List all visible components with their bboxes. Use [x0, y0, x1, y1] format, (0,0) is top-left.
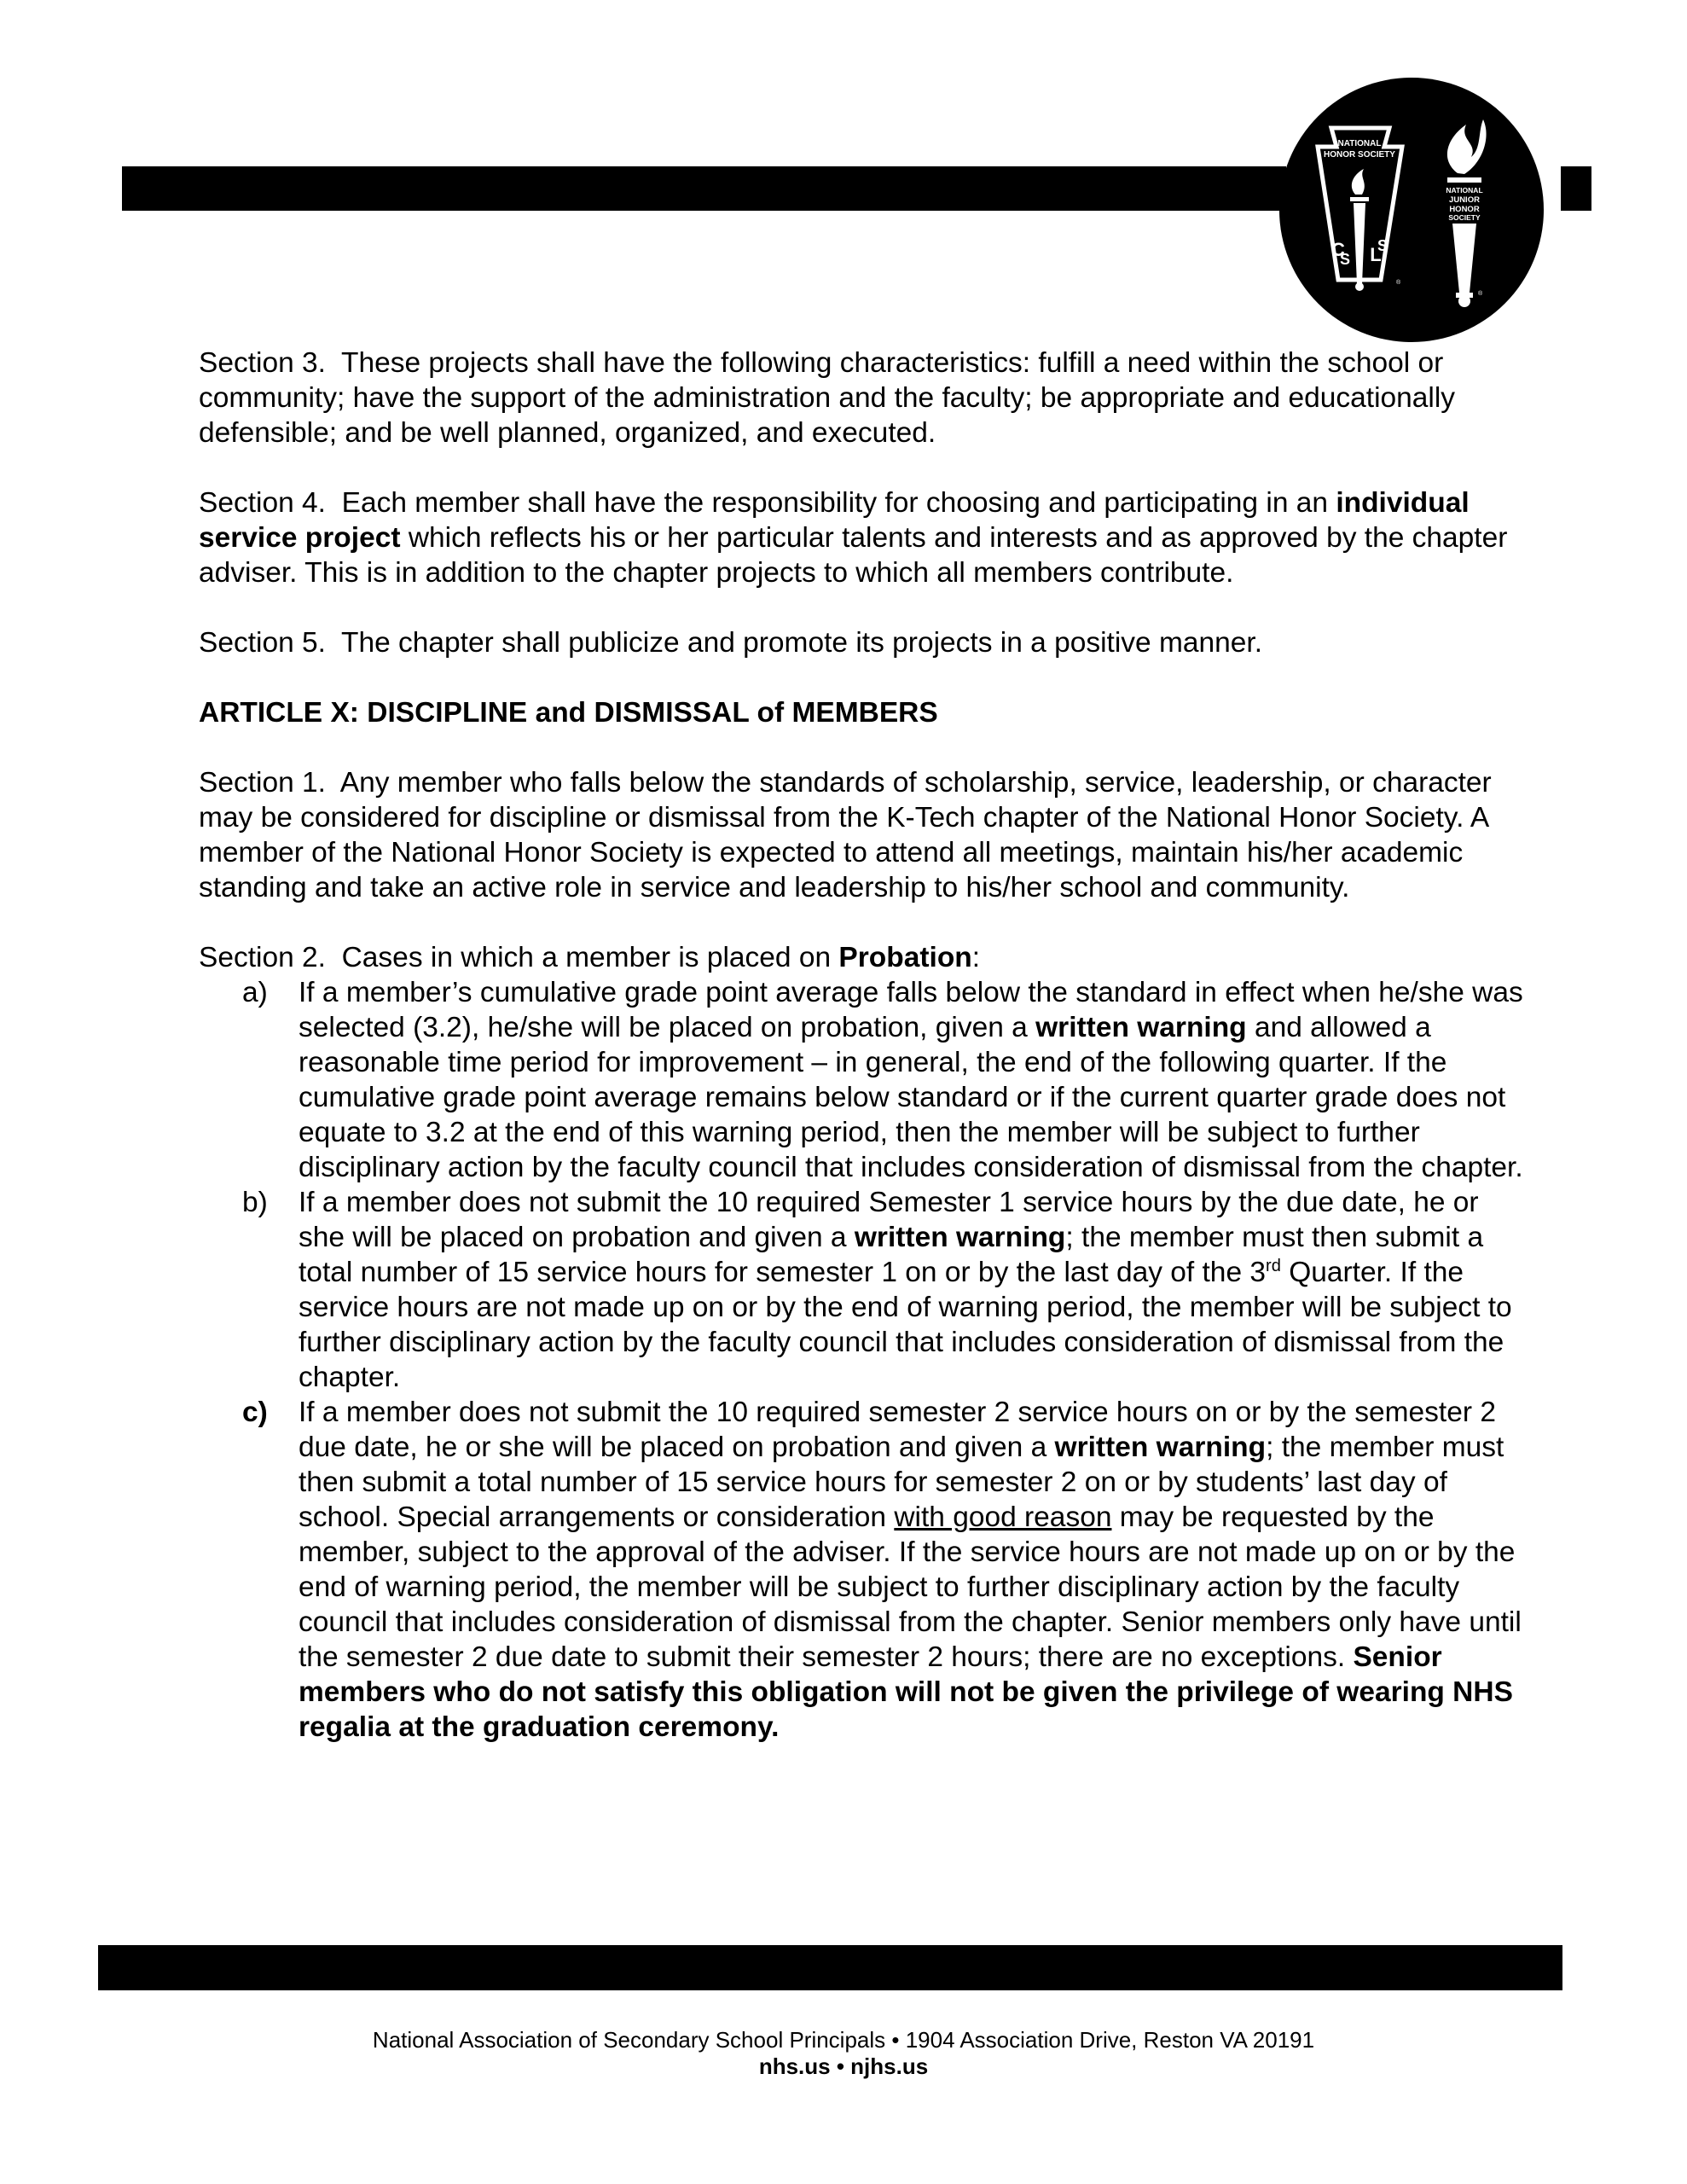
section-text: These projects shall have the following characteristics: fulfill a need within the school or community; have the support of the administration and the faculty; be appropriate and educationally defensible; and be well planned, organized, and executed.	[199, 347, 1456, 449]
item-text: Quarter. If the service hours are not made up on or by the end of warning period, the member will be subject to further disciplinary action by the faculty council that includes consideration of dismissal from the chapter.	[299, 1257, 1512, 1393]
bold-term: Probation	[838, 942, 972, 973]
nhs-text-line1: NATIONAL	[1337, 139, 1382, 148]
section-label: Section 4.	[199, 487, 326, 519]
underlined-text: with good reason	[894, 1502, 1112, 1533]
section-label: Section 5.	[199, 627, 326, 659]
section-text: Cases in which a member is placed on	[341, 942, 832, 973]
article-section-1	[199, 765, 1529, 905]
njhs-text-3: HONOR	[1449, 205, 1480, 214]
footer-address: National Association of Secondary School Principals • 1904 Association Drive, Reston VA 20191	[372, 2027, 1315, 2053]
list-marker: c)	[242, 1397, 268, 1428]
njhs-text-1: NATIONAL	[1446, 186, 1483, 195]
nhs-njhs-logo	[1277, 75, 1546, 345]
njhs-text-2: JUNIOR	[1449, 195, 1480, 205]
footer	[0, 2027, 1687, 2080]
list-item-a	[199, 975, 1529, 1185]
article-heading: ARTICLE X: DISCIPLINE and DISMISSAL of MEMBERS	[199, 697, 938, 729]
section-text: The chapter shall publicize and promote its projects in a positive manner.	[341, 627, 1263, 659]
list-marker: a)	[242, 977, 268, 1008]
item-text: and allowed a reasonable time period for improvement – in general, the end of the following quarter. If the cumulative grade point average remains below standard or if the current quarter grade does not equate to 3.2 at the end of this warning period, then the member will be subject to further disciplinary action by the faculty council that includes consideration of dismissal from the chapter.	[299, 1012, 1523, 1183]
footer-urls: nhs.us • njhs.us	[758, 2053, 929, 2079]
njhs-text-4: SOCIETY	[1448, 213, 1481, 222]
probation-cases-list	[199, 975, 1529, 1745]
bold-term: written warning	[854, 1222, 1066, 1253]
bold-term: written warning	[1035, 1012, 1247, 1043]
footer-bar	[98, 1945, 1562, 1990]
nhs-letter-s2: S	[1377, 237, 1388, 254]
section-text: Any member who falls below the standards of scholarship, service, leadership, or character may be considered for discipline or dismissal from the K-Tech chapter of the National Honor Society. A member of the National Honor Society is expected to attend all meetings, maintain his/her academic standing and take an active role in service and leadership to his/her school and community.	[199, 767, 1492, 903]
article-section-2	[199, 940, 1529, 1745]
section-3	[199, 346, 1529, 450]
header-bar-right	[1561, 166, 1591, 211]
colon: :	[971, 942, 981, 973]
section-label: Section 2.	[199, 942, 326, 973]
list-item-b	[199, 1185, 1529, 1395]
bold-term: individual service project	[199, 487, 1470, 554]
section-text: which reflects his or her particular talents and interests and as approved by the chapter adviser. This is in addition to the chapter projects to which all members contribute.	[199, 522, 1508, 589]
logo-circle	[1279, 78, 1544, 342]
document-body	[199, 346, 1529, 1745]
section-label: Section 3.	[199, 347, 326, 379]
list-marker: b)	[242, 1187, 268, 1218]
superscript: rd	[1266, 1256, 1281, 1275]
bold-term: written warning	[1054, 1432, 1267, 1463]
section-text: Each member shall have the responsibility for choosing and participating in an	[341, 487, 1329, 519]
nhs-letter-l: L	[1370, 244, 1382, 265]
nhs-letter-s1: S	[1339, 251, 1351, 268]
item-text: If a member’s cumulative grade point average falls below the standard in effect when he/she was selected (3.2), he/she will be placed on probation, given a	[299, 977, 1523, 1043]
item-text: If a member does not submit the 10 required semester 2 service hours on or by the semester 2 due date, he or she will be placed on probation and given a	[299, 1397, 1496, 1463]
list-item-c	[199, 1395, 1529, 1745]
nhs-text-line2: HONOR SOCIETY	[1324, 150, 1395, 160]
section-label: Section 1.	[199, 767, 326, 799]
section-4	[199, 485, 1529, 590]
section-2-intro	[199, 940, 1529, 975]
njhs-registered-mark: ®	[1478, 291, 1483, 297]
bold-statement: Senior members who do not satisfy this obligation will not be given the privilege of wearing NHS regalia at the graduation ceremony.	[299, 1641, 1513, 1743]
item-text: ; the member must then submit a total number of 15 service hours for semester 2 on or by students’ last day of school. Special arrangements or consideration	[299, 1432, 1504, 1533]
item-text: ; the member must then submit a total number of 15 service hours for semester 1 on or by the last day of the 3	[299, 1222, 1484, 1288]
nhs-letter-c: C	[1331, 239, 1345, 260]
item-text: If a member does not submit the 10 required Semester 1 service hours by the due date, he or she will be placed on probation and given a	[299, 1187, 1479, 1253]
nhs-registered-mark: ®	[1396, 280, 1401, 286]
item-text: may be requested by the member, subject to the approval of the adviser. If the service hours are not made up on or by the end of warning period, the member will be subject to further disciplinary action by the faculty council that includes consideration of dismissal from the chapter. Senior members only have until the semester 2 due date to submit their semester 2 hours; there are no exceptions.	[299, 1502, 1522, 1673]
section-5	[199, 625, 1529, 660]
header-bar	[122, 166, 1286, 211]
